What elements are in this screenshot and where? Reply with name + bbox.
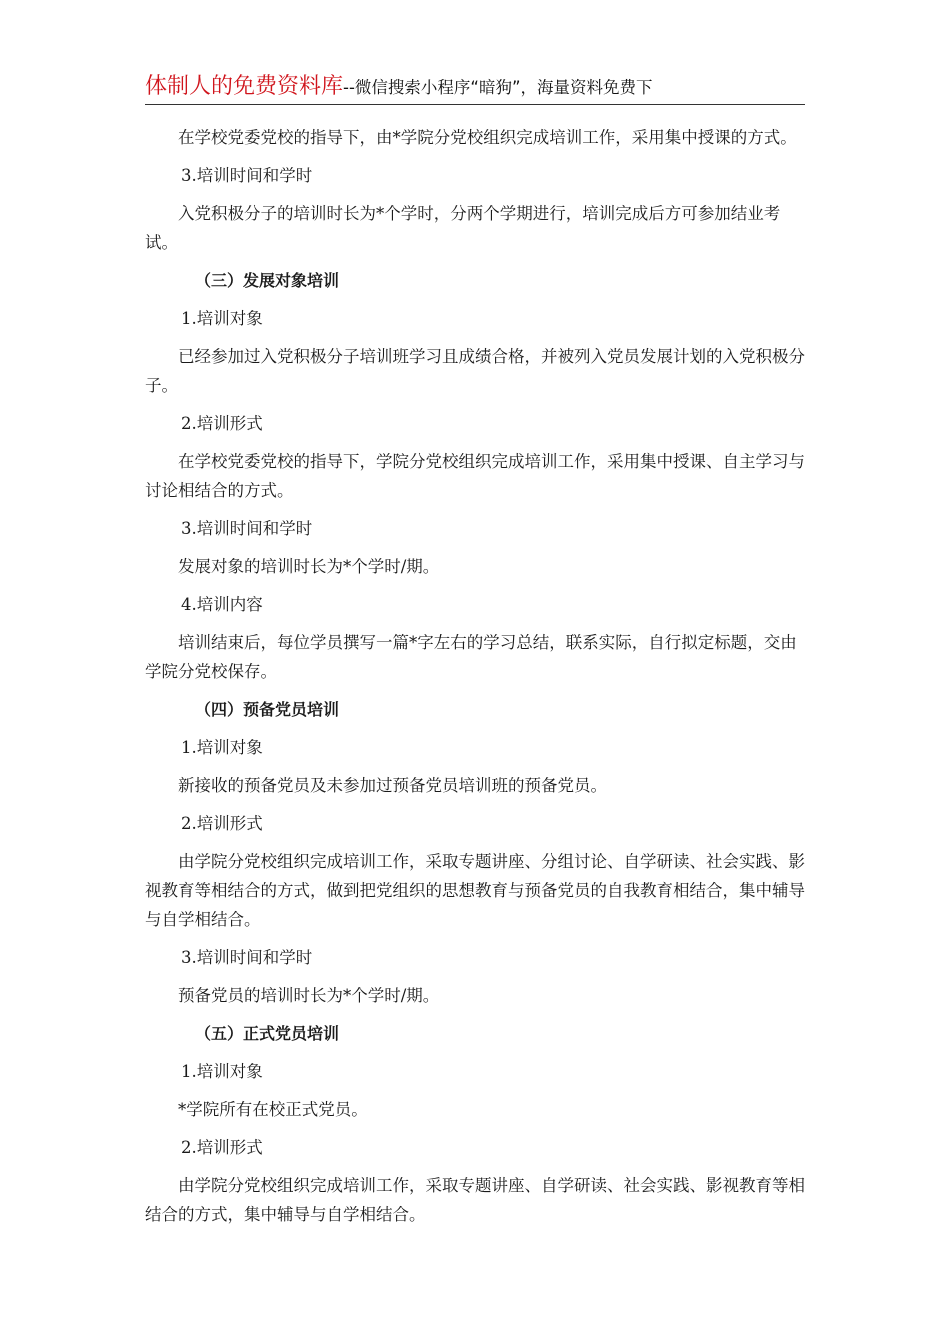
- body-paragraph: 由学院分党校组织完成培训工作，采取专题讲座、分组讨论、自学研读、社会实践、影视教育等相结合的方式，做到把党组织的思想教育与预备党员的自我教育相结合，集中辅导与自学相结合。: [145, 852, 805, 929]
- subheading: 2.培训形式: [181, 414, 263, 433]
- header-brand: 体制人的免费资料库: [145, 74, 344, 99]
- subheading: 1.培训对象: [181, 309, 263, 328]
- body-paragraph: 新接收的预备党员及未参加过预备党员培训班的预备党员。: [178, 776, 607, 795]
- page-header: [145, 72, 805, 105]
- body-paragraph: 在学校党委党校的指导下，学院分党校组织完成培训工作，采用集中授课、自主学习与讨论相结合的方式。: [145, 452, 805, 500]
- body-paragraph: 预备党员的培训时长为*个学时/期。: [178, 986, 440, 1005]
- subheading: 3.培训时间和学时: [181, 948, 313, 967]
- section-heading: （三）发展对象培训: [195, 271, 340, 290]
- section-heading: （五）正式党员培训: [195, 1024, 340, 1043]
- subheading: 2.培训形式: [181, 814, 263, 833]
- body-paragraph: 在学校党委党校的指导下，由*学院分党校组织完成培训工作，采用集中授课的方式。: [178, 128, 797, 147]
- body-paragraph: 由学院分党校组织完成培训工作，采取专题讲座、自学研读、社会实践、影视教育等相结合的方式，集中辅导与自学相结合。: [145, 1176, 805, 1224]
- body-paragraph: 入党积极分子的培训时长为*个学时，分两个学期进行，培训完成后方可参加结业考试。: [145, 204, 781, 252]
- body-paragraph: 已经参加过入党积极分子培训班学习且成绩合格，并被列入党员发展计划的入党积极分子。: [145, 347, 805, 395]
- subheading: 1.培训对象: [181, 738, 263, 757]
- subheading: 1.培训对象: [181, 1062, 263, 1081]
- document-body: [145, 123, 805, 1238]
- subheading: 3.培训时间和学时: [181, 519, 313, 538]
- subheading: 3.培训时间和学时: [181, 166, 313, 185]
- body-paragraph: 发展对象的培训时长为*个学时/期。: [178, 557, 440, 576]
- subheading: 2.培训形式: [181, 1138, 263, 1157]
- header-tagline: --微信搜索小程序“暗狗”，海量资料免费下: [343, 78, 653, 97]
- subheading: 4.培训内容: [181, 595, 263, 614]
- body-paragraph: *学院所有在校正式党员。: [178, 1100, 368, 1119]
- section-heading: （四）预备党员培训: [195, 700, 340, 719]
- body-paragraph: 培训结束后，每位学员撰写一篇*字左右的学习总结，联系实际，自行拟定标题，交由学院分党校保存。: [145, 633, 797, 681]
